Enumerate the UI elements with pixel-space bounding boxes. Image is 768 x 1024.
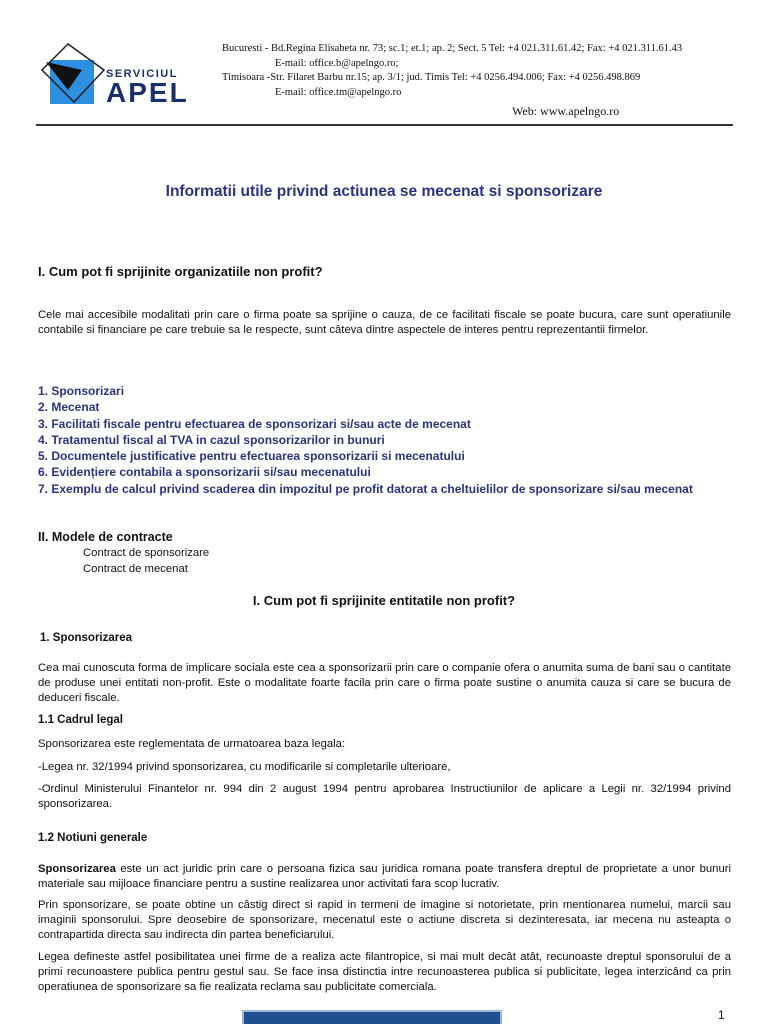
footer-banner xyxy=(242,1010,502,1024)
contact-line-email-b: E-mail: office.b@apelngo.ro; xyxy=(275,57,399,69)
sponsorizarea-heading: 1. Sponsorizarea xyxy=(40,632,133,644)
toc-item-sponsorizari[interactable]: 1. Sponsorizari xyxy=(38,384,125,398)
notiuni-p2: Prin sponsorizare, se poate obtine un câstig direct si rapid in termeni de imagine si notorietate, prin mentionarea numelui, marcii sau imaginii sponsorului. Spre deosebire de sponsorizare, mecenatul este o actiune discreta si dezinteresata, iar mecena nu asteapta o contrapartida directa sau indirecta din partea beneficiarului. xyxy=(38,899,731,941)
toc-item-facilitati[interactable]: 3. Facilitati fiscale pentru efectuarea de sponsorizari si/sau acte de mecenat xyxy=(38,416,471,431)
document-title: Informatii utile privind actiunea se mecenat si sponsorizare xyxy=(165,183,603,200)
toc-item-tva[interactable]: 4. Tratamentul fiscal al TVA in cazul sponsorizarilor in bunuri xyxy=(38,432,385,447)
notiuni-p3: Legea defineste astfel posibilitatea unei firme de a realiza acte filantropice, si mai mult decât atât, recunoaste dreptul sponsorului de a primi recunoastere publica pentru gestul sau. Se face insa distinctia intre recunoasterea publica si publicitate, legea interzicând ca prin operatiunea de sponsorizare sa fie realizata reclama sau publicitate comerciala. xyxy=(38,951,731,993)
cadru-legal-p2: -Legea nr. 32/1994 privind sponsorizarea, cu modificarile si completarile ulterioare, xyxy=(38,761,451,773)
contract-mecenat-link[interactable]: Contract de mecenat xyxy=(83,563,188,575)
page-number: 1 xyxy=(718,1008,725,1022)
toc-item-documente[interactable]: 5. Documentele justificative pentru efectuarea sponsorizarii si mecenatului xyxy=(38,449,465,464)
sponsorizarea-intro: Cea mai cunoscuta forma de implicare sociala este cea a sponsorizarii prin care o companie ofera o anumita suma de bani sau o cantitate de produse unei entitati non-profit. Este o modalitate foarte facila prin care o firma poate sustine o anumita cauza si care se bucura de deduceri fiscale. xyxy=(38,662,731,704)
header-divider xyxy=(36,124,733,126)
contact-line-timisoara: Timisoara -Str. Filaret Barbu nr.15; ap. 3/1; jud. Timis Tel: +4 0256.494.006; Fax: +4 0256.498.869 xyxy=(222,72,641,83)
section-1-intro: Cele mai accesibile modalitati prin care o firma poate sa sprijine o cauza, de ce facilitati fiscale se poate bucura, care sunt operatiunile contabile si financiare pe care trebuie sa le respecte, sunt câteva dintre aspectele de interes pentru reprezentantii firmelor. xyxy=(38,309,731,336)
logo-text-small: SERVICIUL xyxy=(106,68,178,80)
table-of-contents xyxy=(38,383,738,497)
notiuni-generale-heading: 1.2 Notiuni generale xyxy=(38,832,148,844)
cadru-legal-heading: 1.1 Cadrul legal xyxy=(38,714,124,726)
sponsorizarea-term: Sponsorizarea xyxy=(38,863,116,875)
contact-line-email-tm: E-mail: office.tm@apelngo.ro xyxy=(275,86,402,98)
entitati-heading: I. Cum pot fi sprijinite entitatile non profit? xyxy=(252,593,516,608)
section-2-heading: II. Modele de contracte xyxy=(38,530,173,544)
notiuni-p1-text: este un act juridic prin care o persoana fizica sau juridica romana poate transfera dreptul de proprietate a unor bunuri materiale sau mijloace financiare pentru a sustine realizarea unor activitati fara scop lucrativ. xyxy=(38,863,731,890)
cadru-legal-p1: Sponsorizarea este reglementata de urmatoarea baza legala: xyxy=(38,738,346,750)
contact-line-bucuresti: Bucuresti - Bd.Regina Elisabeta nr. 73; sc.1; et.1; ap. 2; Sect. 5 Tel: +4 021.311.61.42; Fax: +4 021.311.61.43 xyxy=(222,43,683,54)
toc-item-evidentiere[interactable]: 6. Evidențiere contabila a sponsorizarii si/sau mecenatului xyxy=(38,465,371,480)
cadru-legal-p3: -Ordinul Ministerului Finantelor nr. 994 din 2 august 1994 pentru aprobarea Instructiunilor de aplicare a Legii nr. 32/1994 privind sponsorizarea. xyxy=(38,783,731,810)
web-address[interactable]: Web: www.apelngo.ro xyxy=(512,104,620,118)
contact-block xyxy=(222,42,742,100)
logo-text-big: APEL xyxy=(106,77,189,108)
section-1-heading: I. Cum pot fi sprijinite organizatiile non profit? xyxy=(38,264,323,279)
toc-item-exemplu[interactable]: 7. Exemplu de calcul privind scaderea din impozitul pe profit datorat a cheltuielilor de sponsorizare si/sau mecenat xyxy=(38,481,693,496)
notiuni-p1 xyxy=(38,862,731,892)
toc-item-mecenat[interactable]: 2. Mecenat xyxy=(38,400,100,415)
contract-sponsorizare-link[interactable]: Contract de sponsorizare xyxy=(83,547,210,559)
